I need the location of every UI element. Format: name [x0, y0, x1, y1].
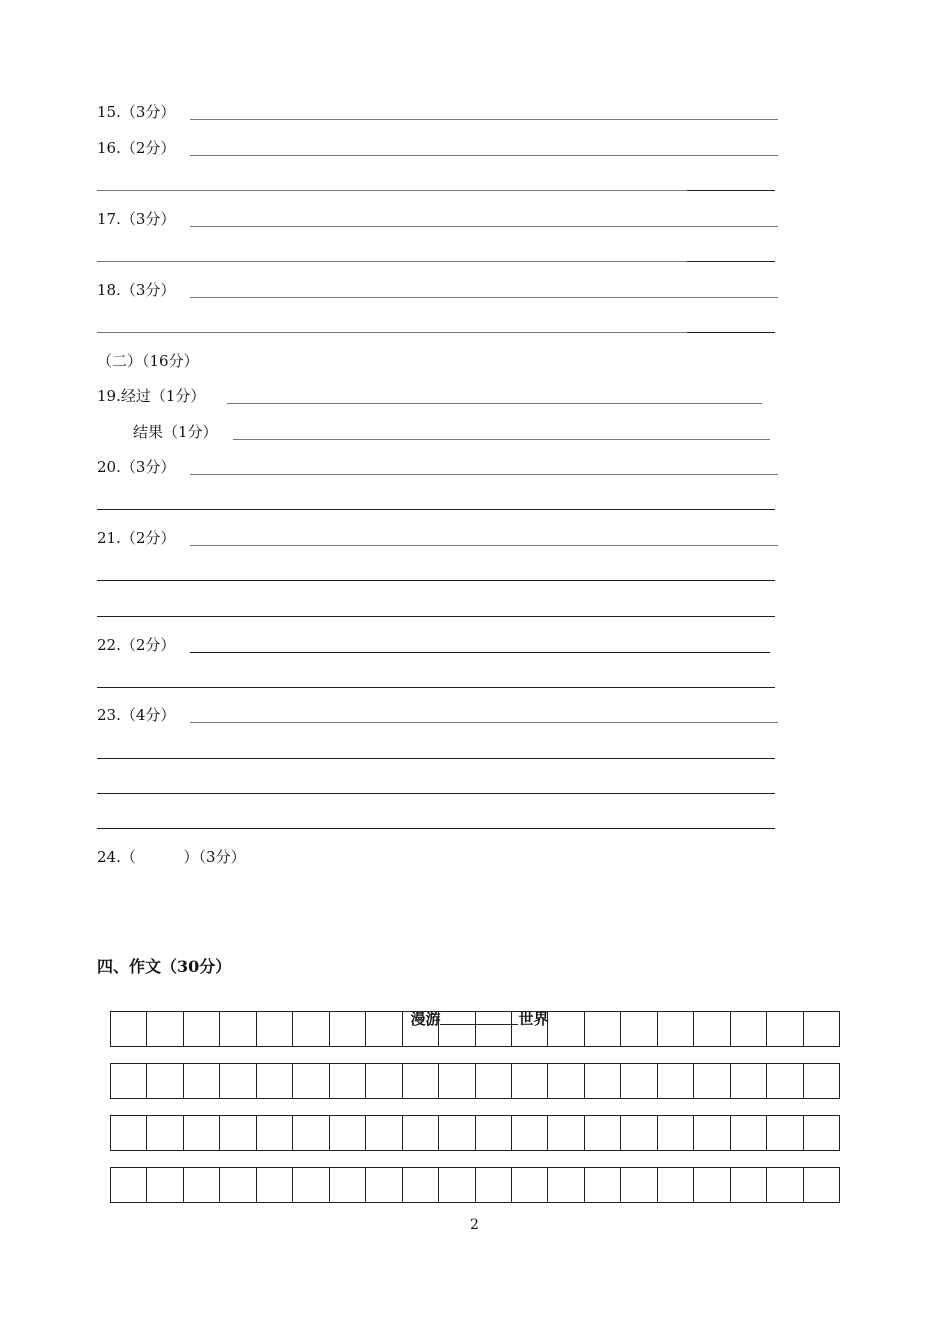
- composition-grid-cell[interactable]: [512, 1116, 548, 1150]
- answer-line-16a: [190, 155, 778, 156]
- composition-grid-cell[interactable]: [512, 1064, 548, 1098]
- composition-grid-cell[interactable]: [476, 1064, 512, 1098]
- question-15-label: 15.（3分）: [97, 103, 176, 121]
- composition-grid-cell[interactable]: [804, 1116, 839, 1150]
- question-18-label: 18.（3分）: [97, 281, 176, 299]
- composition-grid-cell[interactable]: [111, 1012, 147, 1046]
- composition-grid-cell[interactable]: [257, 1116, 293, 1150]
- question-17-label: 17.（3分）: [97, 210, 176, 228]
- composition-grid-cell[interactable]: [330, 1064, 366, 1098]
- composition-grid-cell[interactable]: [439, 1064, 475, 1098]
- question-19-label: 19.经过（1分）: [97, 387, 206, 405]
- composition-grid-cell[interactable]: [293, 1064, 329, 1098]
- composition-grid-cell[interactable]: [366, 1168, 402, 1202]
- composition-grid-cell[interactable]: [403, 1064, 439, 1098]
- answer-line-23b: [97, 758, 775, 759]
- composition-grid-cell[interactable]: [220, 1064, 256, 1098]
- composition-grid-cell[interactable]: [804, 1012, 839, 1046]
- composition-grid-cell[interactable]: [731, 1116, 767, 1150]
- composition-grid-cell[interactable]: [767, 1168, 803, 1202]
- composition-grid-cell[interactable]: [476, 1012, 512, 1046]
- composition-grid-cell[interactable]: [804, 1064, 839, 1098]
- composition-grid-cell[interactable]: [804, 1168, 839, 1202]
- composition-grid-cell[interactable]: [767, 1064, 803, 1098]
- composition-grid-cell[interactable]: [548, 1064, 584, 1098]
- composition-grid-cell[interactable]: [731, 1064, 767, 1098]
- question-16-label: 16.（2分）: [97, 139, 176, 157]
- composition-grid-cell[interactable]: [658, 1012, 694, 1046]
- answer-line-22b: [97, 687, 775, 688]
- answer-line-16b: [97, 190, 687, 191]
- composition-grid-cell[interactable]: [731, 1012, 767, 1046]
- composition-grid-cell[interactable]: [694, 1012, 730, 1046]
- composition-grid-cell[interactable]: [439, 1012, 475, 1046]
- composition-grid-cell[interactable]: [585, 1168, 621, 1202]
- composition-grid-cell[interactable]: [403, 1168, 439, 1202]
- answer-line-18b: [97, 332, 687, 333]
- question-22-label: 22.（2分）: [97, 636, 176, 654]
- composition-grid-cell[interactable]: [366, 1064, 402, 1098]
- question-23-label: 23.（4分）: [97, 706, 176, 724]
- composition-grid-cell[interactable]: [293, 1168, 329, 1202]
- answer-line-20b: [97, 509, 775, 510]
- composition-heading: 四、作文（30分）: [97, 957, 232, 976]
- composition-grid-cell[interactable]: [147, 1064, 183, 1098]
- composition-grid-cell[interactable]: [767, 1012, 803, 1046]
- answer-line-19a: [227, 403, 762, 404]
- composition-grid-cell[interactable]: [403, 1012, 439, 1046]
- composition-grid-cell[interactable]: [220, 1168, 256, 1202]
- composition-grid-cell[interactable]: [184, 1168, 220, 1202]
- composition-grid-cell[interactable]: [548, 1168, 584, 1202]
- composition-grid-cell[interactable]: [111, 1064, 147, 1098]
- answer-line-21c: [97, 616, 775, 617]
- composition-grid-cell[interactable]: [293, 1012, 329, 1046]
- composition-grid-cell[interactable]: [147, 1168, 183, 1202]
- answer-line-23c: [97, 793, 775, 794]
- answer-line-22a: [190, 652, 770, 653]
- composition-grid-row: [110, 1167, 840, 1203]
- question-21-label: 21.（2分）: [97, 529, 176, 547]
- composition-grid-cell[interactable]: [111, 1168, 147, 1202]
- answer-line-18c: [687, 332, 775, 333]
- composition-grid-cell[interactable]: [330, 1116, 366, 1150]
- composition-grid-cell[interactable]: [512, 1168, 548, 1202]
- composition-grid-cell[interactable]: [220, 1012, 256, 1046]
- composition-grid-cell[interactable]: [147, 1012, 183, 1046]
- composition-grid-cell[interactable]: [330, 1168, 366, 1202]
- composition-grid-cell[interactable]: [694, 1116, 730, 1150]
- page-number: 2: [470, 1217, 479, 1233]
- question-20-label: 20.（3分）: [97, 458, 176, 476]
- composition-grid-cell[interactable]: [731, 1168, 767, 1202]
- composition-grid-cell[interactable]: [293, 1116, 329, 1150]
- composition-grid-cell[interactable]: [111, 1116, 147, 1150]
- answer-line-20a: [190, 474, 778, 475]
- composition-grid-row: [110, 1063, 840, 1099]
- answer-line-17a: [190, 226, 778, 227]
- composition-grid-cell[interactable]: [220, 1116, 256, 1150]
- composition-grid-cell[interactable]: [366, 1116, 402, 1150]
- answer-line-21a: [190, 545, 778, 546]
- composition-grid-cell[interactable]: [548, 1116, 584, 1150]
- answer-line-23a: [190, 722, 778, 723]
- answer-line-16c: [687, 190, 775, 191]
- question-19-result-label: 结果（1分）: [133, 423, 218, 441]
- composition-grid-cell[interactable]: [621, 1064, 657, 1098]
- composition-grid-cell[interactable]: [658, 1116, 694, 1150]
- composition-grid-cell[interactable]: [585, 1116, 621, 1150]
- composition-title-suffix: 世界: [518, 1010, 549, 1028]
- answer-line-19b: [233, 439, 770, 440]
- composition-grid-cell[interactable]: [694, 1168, 730, 1202]
- composition-grid-row: [110, 1115, 840, 1151]
- answer-line-18a: [190, 297, 778, 298]
- answer-line-21b: [97, 580, 775, 581]
- answer-line-17c: [687, 261, 775, 262]
- section-2-heading: （二）（16分）: [97, 352, 199, 370]
- composition-grid-cell[interactable]: [476, 1116, 512, 1150]
- composition-grid-cell[interactable]: [621, 1012, 657, 1046]
- composition-grid-cell[interactable]: [767, 1116, 803, 1150]
- composition-grid-cell[interactable]: [621, 1168, 657, 1202]
- composition-grid-cell[interactable]: [658, 1168, 694, 1202]
- composition-grid-cell[interactable]: [621, 1116, 657, 1150]
- composition-grid-cell[interactable]: [439, 1116, 475, 1150]
- composition-grid-cell[interactable]: [439, 1168, 475, 1202]
- question-24-label: 24.（ ）（3分）: [97, 848, 246, 866]
- composition-grid-cell[interactable]: [585, 1012, 621, 1046]
- composition-grid-cell[interactable]: [184, 1012, 220, 1046]
- composition-grid-cell[interactable]: [658, 1064, 694, 1098]
- composition-grid-row: [110, 1011, 840, 1047]
- composition-title-prefix: 漫游: [410, 1010, 441, 1028]
- composition-grid-cell[interactable]: [366, 1012, 402, 1046]
- answer-line-17b: [97, 261, 687, 262]
- composition-grid-cell[interactable]: [512, 1012, 548, 1046]
- composition-grid-cell[interactable]: [694, 1064, 730, 1098]
- composition-grid-cell[interactable]: [257, 1012, 293, 1046]
- answer-line-23d: [97, 828, 775, 829]
- composition-grid-cell[interactable]: [184, 1064, 220, 1098]
- composition-grid-cell[interactable]: [147, 1116, 183, 1150]
- composition-grid-cell[interactable]: [548, 1012, 584, 1046]
- composition-grid-cell[interactable]: [330, 1012, 366, 1046]
- answer-line-15: [190, 119, 778, 120]
- composition-grid-cell[interactable]: [403, 1116, 439, 1150]
- composition-grid-cell[interactable]: [257, 1168, 293, 1202]
- composition-grid-cell[interactable]: [184, 1116, 220, 1150]
- composition-grid-cell[interactable]: [257, 1064, 293, 1098]
- composition-grid-cell[interactable]: [476, 1168, 512, 1202]
- composition-grid-cell[interactable]: [585, 1064, 621, 1098]
